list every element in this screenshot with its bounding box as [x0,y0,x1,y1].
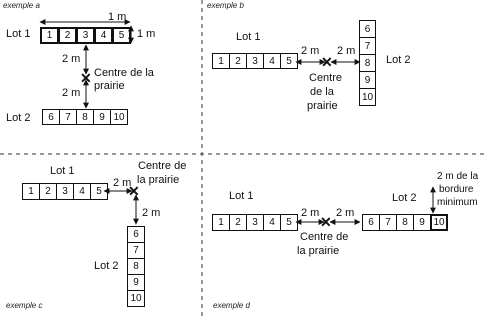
c-center-label-1: Centre de [138,160,187,172]
a-plot2-cell: 8 [76,109,94,125]
d-edge-label-1: 2 m de la [437,171,479,182]
c-plot1-cell: 4 [73,183,91,200]
d-plot1-label: Lot 1 [229,190,254,202]
a-plot2-cell: 7 [59,109,77,125]
a-plot1-cell: 1 [40,27,59,44]
a-plot2-cell: 10 [110,109,128,125]
b-plot1-cell: 2 [229,53,247,69]
a-plot1-label: Lot 1 [6,28,31,40]
d-plot1-cell: 5 [280,214,298,231]
c-center-cross-icon: ✕ [128,183,140,199]
b-plot2-cell: 9 [359,71,376,89]
b-plot1-cell: 5 [280,53,298,69]
b-plot2-label: Lot 2 [386,54,411,66]
d-dist-left: 2 m [301,207,320,219]
c-caption: exemple c [6,301,43,310]
b-center-label-3: prairie [307,100,338,112]
a-plot1-cell: 3 [76,27,95,44]
c-dist-vert: 2 m [142,207,161,219]
c-plot1-cell: 1 [22,183,40,200]
a-center-label-2: prairie [94,80,125,92]
b-plot2-cell: 10 [359,88,376,106]
d-plot2-cell: 9 [413,214,431,231]
a-caption: exemple a [3,1,40,10]
c-plot2-cell: 10 [127,290,145,307]
d-plot2-label: Lot 2 [392,192,417,204]
b-caption: exemple b [207,1,244,10]
a-plot2-cell: 9 [93,109,111,125]
d-center-label-2: la prairie [297,245,340,257]
c-plot1-cell: 3 [56,183,74,200]
d-plot2-cell: 10 [430,214,448,231]
d-plot1-cell: 3 [246,214,264,231]
d-plot1-cell: 4 [263,214,281,231]
c-plot1-label: Lot 1 [50,165,75,177]
a-plot1-cell: 4 [94,27,113,44]
d-edge-label-2: bordure [439,184,474,195]
b-center-label-1: Centre [309,72,343,84]
d-caption: exemple d [213,301,250,310]
a-dim-top: 1 m [108,11,127,23]
b-plot1-label: Lot 1 [236,31,261,43]
d-plot1-cell: 1 [212,214,230,231]
c-plot2-label: Lot 2 [94,260,119,272]
c-plot2-cell: 8 [127,258,145,275]
a-dim-side: 1 m [137,28,156,40]
a-center-cross-icon: ✕ [80,70,92,86]
d-plot2-cell: 6 [362,214,380,231]
c-dist-horiz: 2 m [113,177,132,189]
c-plot2-cell: 7 [127,242,145,259]
c-plot1-cell: 5 [90,183,108,200]
c-plot2-cell: 9 [127,274,145,291]
b-plot2-cell: 8 [359,54,376,72]
d-plot2-cell: 7 [379,214,397,231]
c-center-label-2: la prairie [137,174,180,186]
b-center-cross-icon: ✕ [321,54,333,70]
b-plot1-cell: 3 [246,53,264,69]
b-plot1-cell: 4 [263,53,281,69]
c-plot2-cell: 6 [127,226,145,243]
b-center-label-2: de la [310,86,334,98]
b-plot2-cell: 6 [359,20,376,38]
a-dist-lower: 2 m [62,87,81,99]
a-center-label-1: Centre de la [94,67,154,79]
d-edge-label-3: minimum [437,197,478,208]
a-plot2-label: Lot 2 [6,112,31,124]
a-plot1-cell: 2 [58,27,77,44]
d-dist-right: 2 m [336,207,355,219]
c-plot1-cell: 2 [39,183,57,200]
d-plot1-cell: 2 [229,214,247,231]
b-plot2-cell: 7 [359,37,376,55]
a-plot2-cell: 6 [42,109,60,125]
d-plot2-cell: 8 [396,214,414,231]
a-plot1-cell: 5 [112,27,131,44]
b-plot1-cell: 1 [212,53,230,69]
a-dist-upper: 2 m [62,53,81,65]
d-center-cross-icon: ✕ [320,214,332,230]
d-center-label-1: Centre de [300,231,349,243]
b-dist-right: 2 m [337,45,356,57]
b-dist-left: 2 m [301,45,320,57]
